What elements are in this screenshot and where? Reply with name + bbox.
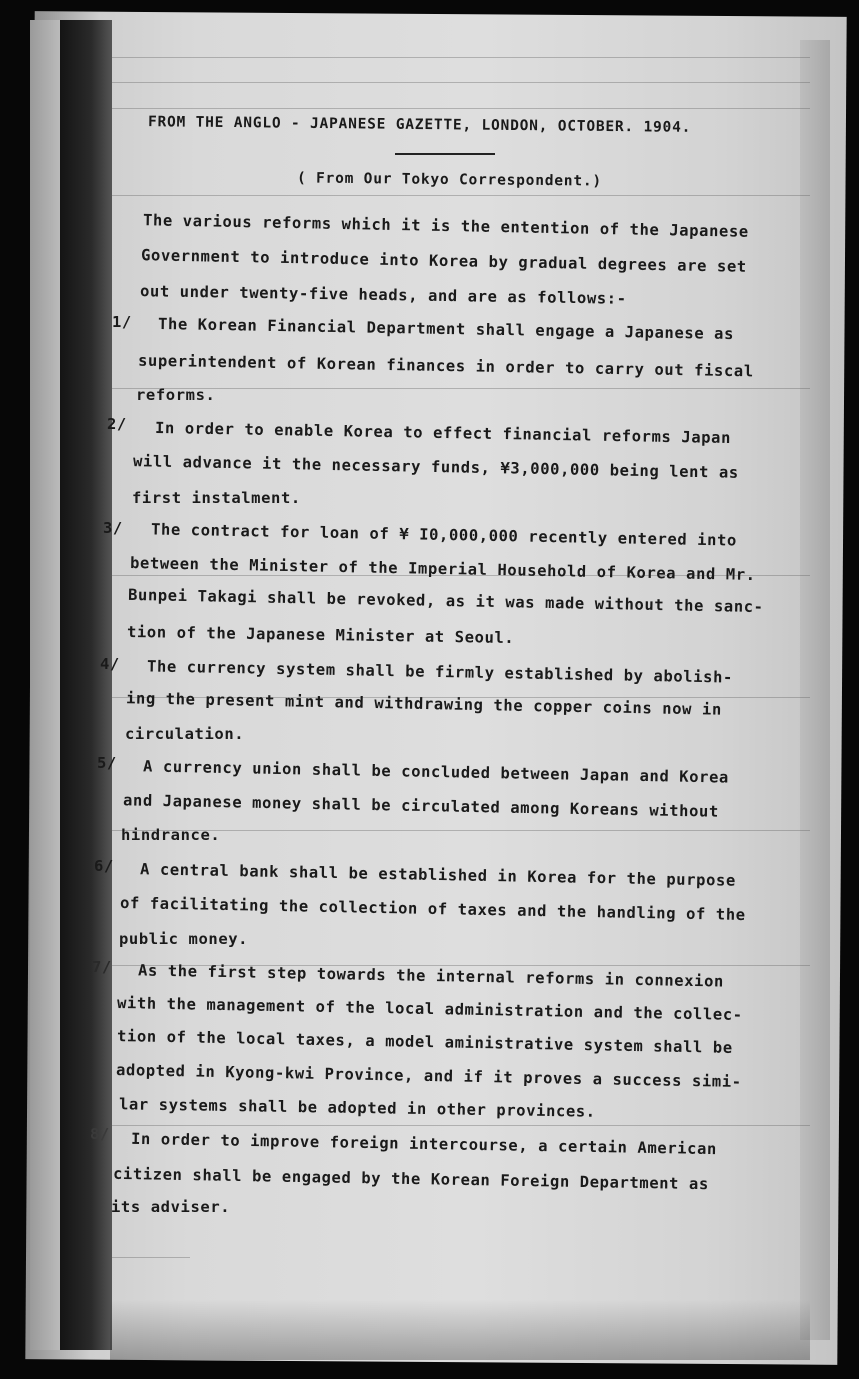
item-line: In order to enable Korea to effect financial reforms Japan <box>154 418 732 448</box>
item-line: with the management of the local administration and the collec- <box>116 993 743 1025</box>
item-line: reforms. <box>136 386 216 404</box>
left-margin <box>30 20 62 1350</box>
item-marker: 6/ <box>94 857 114 875</box>
item-line: first instalment. <box>132 489 301 507</box>
intro-line: out under twenty-five heads, and are as follows:- <box>139 282 627 308</box>
item-line: between the Minister of the Imperial Household of Korea and Mr. <box>129 553 756 585</box>
item-line: A currency union shall be concluded between Japan and Korea <box>142 757 730 787</box>
intro-line: Government to introduce into Korea by gradual degrees are set <box>140 246 747 276</box>
right-page-edge <box>800 40 830 1340</box>
item-line: citizen shall be engaged by the Korean Foreign Department as <box>112 1164 710 1194</box>
item-line: The Korean Financial Department shall engage a Japanese as <box>157 314 735 344</box>
item-marker: 8/ <box>90 1125 110 1143</box>
item-line: A central bank shall be established in Korea for the purpose <box>139 860 737 890</box>
intro-line: The various reforms which it is the entention of the Japanese <box>142 211 749 241</box>
item-line: its adviser. <box>111 1198 231 1216</box>
item-line: As the first step towards the internal reforms in connexion <box>137 961 725 991</box>
item-line: superintendent of Korean finances in order to carry out fiscal <box>137 351 754 381</box>
item-line: ing the present mint and withdrawing the copper coins now in <box>125 689 723 719</box>
item-line: tion of the Japanese Minister at Seoul. <box>126 622 515 648</box>
item-marker: 5/ <box>97 754 117 772</box>
bottom-shadow <box>110 1300 810 1360</box>
item-line: hindrance. <box>121 826 221 844</box>
item-line: circulation. <box>125 725 245 743</box>
item-marker: 2/ <box>107 415 127 433</box>
item-line: In order to improve foreign intercourse, a certain American <box>130 1129 718 1159</box>
item-marker: 1/ <box>112 313 132 331</box>
item-line: will advance it the necessary funds, ¥3,000,000 being lent as <box>132 452 739 482</box>
document-header: FROM THE ANGLO - JAPANESE GAZETTE, LONDON, OCTOBER. 1904. <box>147 114 692 136</box>
item-line: The contract for loan of ¥ I0,000,000 recently entered into <box>150 520 738 550</box>
binding-shadow <box>60 20 112 1350</box>
item-line: adopted in Kyong-kwi Province, and if it proves a success simi- <box>115 1060 742 1092</box>
item-line: lar systems shall be adopted in other provinces. <box>118 1095 596 1121</box>
item-marker: 3/ <box>103 519 123 537</box>
item-line: Bunpei Takagi shall be revoked, as it was made without the sanc- <box>127 585 764 617</box>
item-marker: 4/ <box>100 655 120 673</box>
item-line: of facilitating the collection of taxes and the handling of the <box>119 893 746 925</box>
item-line: public money. <box>119 930 249 948</box>
document-subheader: ( From Our Tokyo Correspondent.) <box>296 170 603 190</box>
header-underline <box>395 153 495 155</box>
item-marker: 7/ <box>92 958 112 976</box>
item-line: tion of the local taxes, a model aministrative system shall be <box>116 1027 733 1057</box>
item-line: and Japanese money shall be circulated among Koreans without <box>122 791 720 821</box>
item-line: The currency system shall be firmly established by abolish- <box>146 657 734 687</box>
